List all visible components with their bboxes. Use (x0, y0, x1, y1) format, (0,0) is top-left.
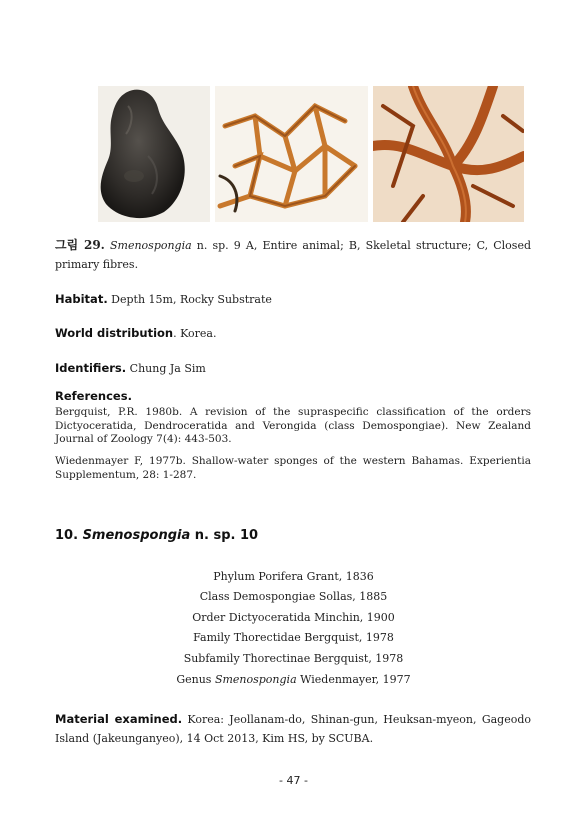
distribution-text: . Korea. (173, 327, 217, 340)
material-label: Material examined. (55, 712, 183, 726)
figure-caption-text: n. sp. 9 A, Entire animal; B, Skeletal structure; C, Closed primary fibres. (55, 239, 531, 271)
identifiers-text: Chung Ja Sim (126, 362, 206, 375)
habitat-label: Habitat. (55, 292, 108, 306)
section-genus: Smenospongia (82, 528, 191, 543)
habitat-text: Depth 15m, Rocky Substrate (107, 293, 272, 306)
distribution-label: World distribution (55, 326, 174, 340)
references-heading: References. (55, 389, 132, 403)
taxonomy-line: Family Thorectidae Bergquist, 1978 (193, 631, 394, 644)
identifiers-line (55, 361, 206, 375)
reference-item: Wiedenmayer F, 1977b. Shallow-water sponges of the western Bahamas. Experientia Supplementum, 28: 1-287. (55, 455, 531, 481)
taxonomy-line: Order Dictyoceratida Minchin, 1900 (192, 611, 395, 624)
section-heading: 10. Smenospongia n. sp. 10 (55, 528, 259, 543)
figure-genus: Smenospongia (109, 239, 192, 252)
identifiers-label: Identifiers. (55, 361, 127, 375)
habitat-line (55, 292, 272, 306)
figure-label: 그림 29. (55, 238, 105, 252)
page-number: - 47 - (279, 774, 308, 787)
genus-name: Smenospongia (214, 673, 297, 686)
reference-item: Bergquist, P.R. 1980b. A revision of the supraspecific classification of the orders Dictyoceratida, Dendroceratida and Verongida (class Demospongiae). New Zealand Journal of Zoology 7(4): 443-503. (55, 406, 531, 445)
genus-line: Genus Smenospongia Wiedenmayer, 1977 (176, 673, 411, 686)
taxonomy-line: Phylum Porifera Grant, 1836 (213, 570, 374, 583)
photo-closed-primary-fibres (373, 86, 524, 222)
distribution-line (55, 326, 216, 340)
material-text: Korea: Jeollanam-do, Shinan-gun, Heuksan-myeon, Gageodo Island (Jakeunganyeo), 14 Oct 2013, Kim HS, by SCUBA. (55, 713, 531, 745)
photo-skeletal-structure (215, 86, 368, 222)
photo-entire-animal (98, 86, 210, 222)
taxonomy-line: Subfamily Thorectinae Bergquist, 1978 (183, 652, 404, 665)
figure-caption (55, 236, 531, 274)
material-examined (55, 710, 531, 748)
taxonomy-line: Class Demospongiae Sollas, 1885 (199, 590, 388, 603)
